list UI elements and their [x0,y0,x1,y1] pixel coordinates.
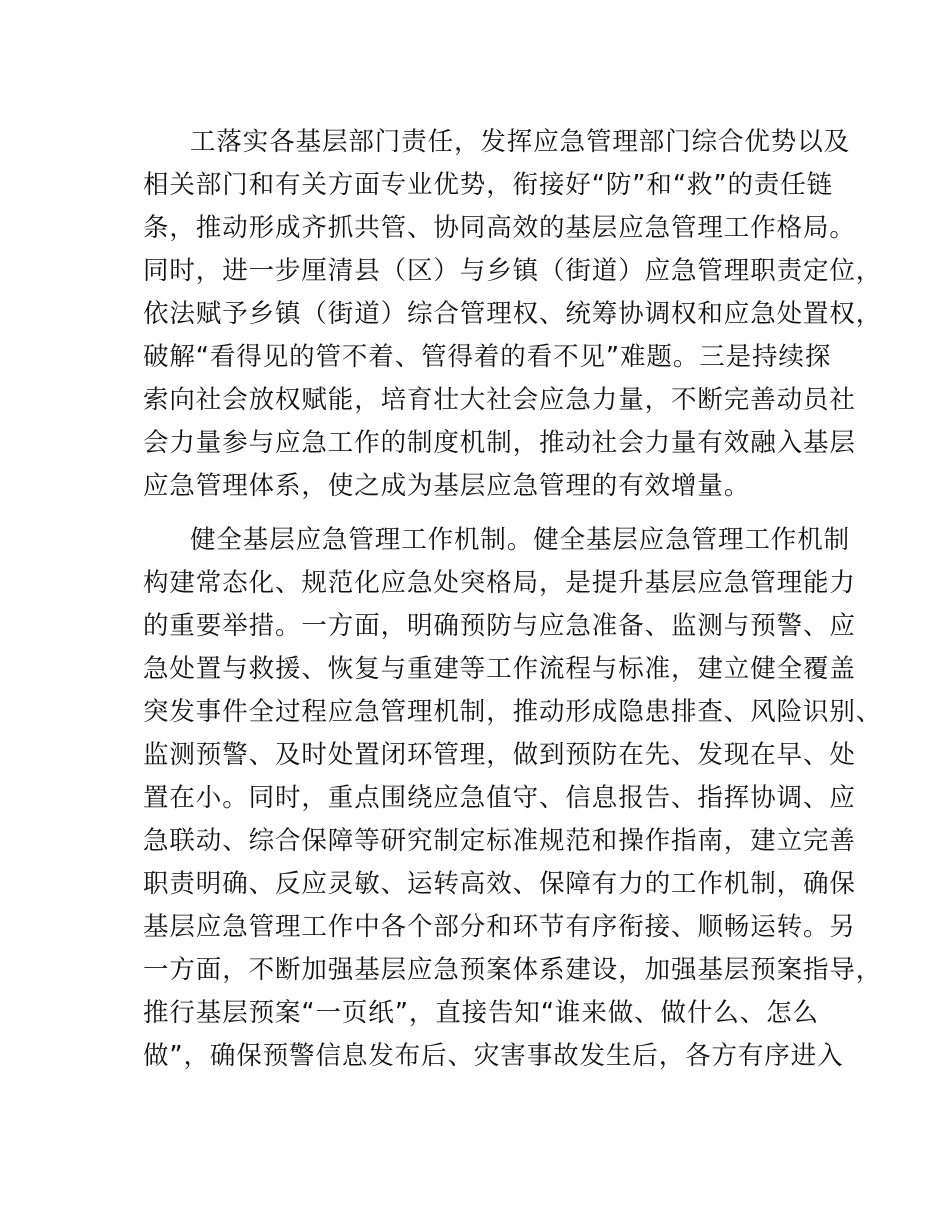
text-line: 突发事件全过程应急管理机制，推动形成隐患排查、风险识别、 [143,697,883,727]
text-line: 推行基层预案“一页纸”，直接告知“谁来做、做什么、怎么 [143,998,819,1028]
text-line: 应急管理体系，使之成为基层应急管理的有效增量。 [143,471,751,501]
text-line: 健全基层应急管理工作机制。健全基层应急管理工作机制 [190,525,851,555]
text-line: 同时，进一步厘清县（区）与乡镇（街道）应急管理职责定位， [143,256,883,286]
text-line: 置在小。同时，重点围绕应急值守、信息报告、指挥协调、应 [143,783,856,813]
text-line: 职责明确、反应灵敏、运转高效、保障有力的工作机制，确保 [143,869,856,899]
text-line: 做”，确保预警信息发布后、灾害事故发生后，各方有序进入 [143,1041,844,1071]
text-line: 条，推动形成齐抓共管、协同高效的基层应急管理工作格局。 [143,213,856,243]
text-line: 会力量参与应急工作的制度机制，推动社会力量有效融入基层 [143,428,856,458]
text-line: 工落实各基层部门责任，发挥应急管理部门综合优势以及 [190,127,851,157]
text-line: 相关部门和有关方面专业优势，衔接好“防”和“救”的责任链 [143,170,834,200]
text-line: 构建常态化、规范化应急处突格局，是提升基层应急管理能力 [143,568,856,598]
text-line: 急处置与救援、恢复与重建等工作流程与标准，建立健全覆盖 [143,654,856,684]
text-line: 依法赋予乡镇（街道）综合管理权、统筹协调权和应急处置权， [143,299,883,329]
text-line: 基层应急管理工作中各个部分和环节有序衔接、顺畅运转。另 [143,912,856,942]
text-line: 急联动、综合保障等研究制定标准规范和操作指南，建立完善 [143,826,856,856]
text-line: 的重要举措。一方面，明确预防与应急准备、监测与预警、应 [143,611,856,641]
text-line: 一方面，不断加强基层应急预案体系建设，加强基层预案指导， [143,955,883,985]
text-line: 监测预警、及时处置闭环管理，做到预防在先、发现在早、处 [143,740,856,770]
text-line: 索向社会放权赋能，培育壮大社会应急力量，不断完善动员社 [143,385,856,415]
text-line: 破解“看得见的管不着、管得着的看不见”难题。三是持续探 [143,342,832,372]
